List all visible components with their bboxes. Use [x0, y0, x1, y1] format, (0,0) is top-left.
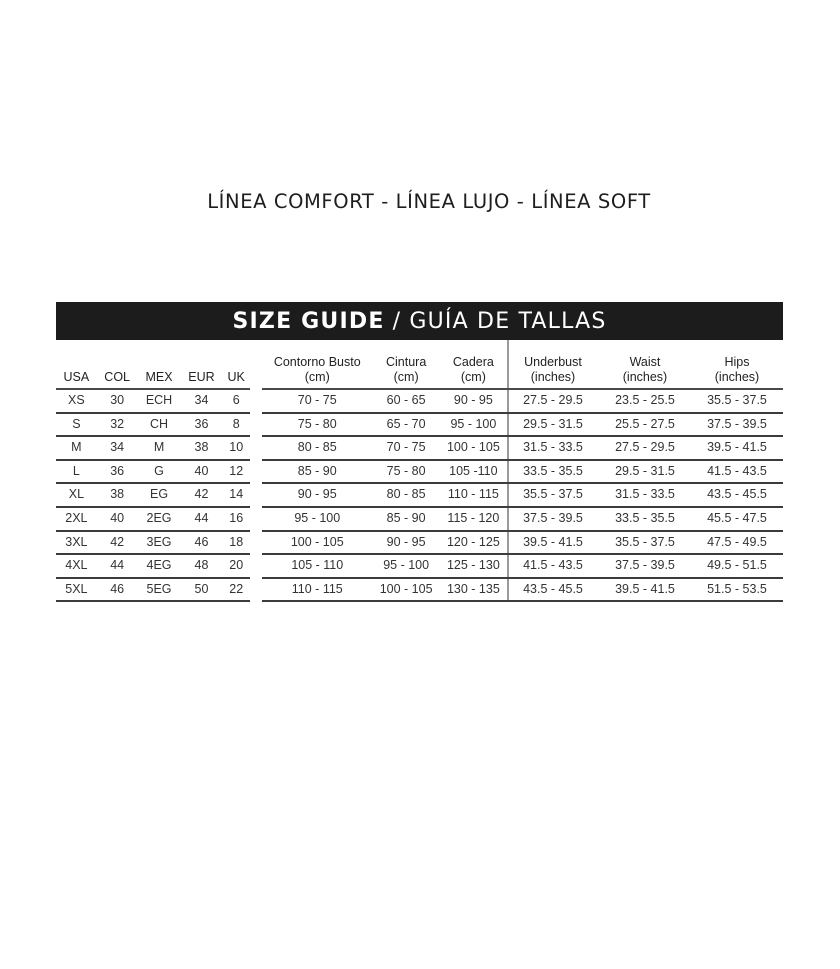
table-cell: 36 [194, 416, 209, 431]
table-cell: 43.5 - 45.5 [523, 581, 583, 596]
table-cell: 14 [229, 487, 244, 502]
table-cell: 2XL [65, 510, 88, 525]
table-cell: 29.5 - 31.5 [523, 416, 583, 431]
table-cell: 90 - 95 [297, 487, 337, 502]
table-cell: 6 [232, 393, 240, 407]
table-cell: 95 - 100 [383, 558, 430, 573]
table-cell: 100 - 105 [290, 534, 344, 549]
table-cell: G [154, 463, 164, 478]
product-lines-subtitle: LÍNEA COMFORT - LÍNEA LUJO - LÍNEA SOFT [207, 190, 651, 213]
table-cell: 125 - 130 [446, 558, 500, 573]
table-cell: 50 [194, 581, 209, 596]
col-header: USA [63, 370, 90, 384]
table-cell: 46 [110, 581, 125, 596]
table-cell: 4XL [65, 558, 88, 573]
table-cell: XL [68, 487, 85, 502]
size-guide-banner [56, 302, 783, 340]
table-cell: 90 - 95 [386, 534, 426, 549]
table-cell: 33.5 - 35.5 [523, 463, 583, 478]
table-cell: 25.5 - 27.5 [615, 416, 675, 431]
table-row [56, 578, 250, 602]
table-cell: 31.5 - 33.5 [615, 487, 675, 502]
table-cell: 70 - 75 [297, 393, 337, 407]
col-header: COL [104, 370, 130, 384]
col-header: MEX [145, 370, 173, 384]
table-cell: 100 - 105 [446, 440, 500, 455]
table-cell: 47.5 - 49.5 [707, 534, 767, 549]
table-row [507, 413, 783, 437]
table-cell: XS [68, 393, 85, 407]
col-header: UK [227, 370, 245, 384]
col-header: Hips (inches) [714, 355, 760, 384]
inch-measurements-table [507, 345, 783, 602]
table-cell: 31.5 - 33.5 [523, 440, 583, 455]
table-cell: 3EG [146, 534, 172, 549]
table-row [262, 389, 507, 413]
table-cell: EG [149, 487, 169, 502]
table-cell: 80 - 85 [386, 487, 426, 502]
table-cell: 38 [194, 440, 209, 455]
table-cell: 39.5 - 41.5 [523, 534, 583, 549]
table-cell: 60 - 65 [386, 393, 426, 407]
table-row [56, 389, 250, 413]
table-row [507, 389, 783, 413]
table-cell: ECH [145, 393, 173, 407]
table-row [56, 436, 250, 460]
table-row [507, 507, 783, 531]
table-cell: 49.5 - 51.5 [707, 558, 767, 573]
table-cell: 20 [229, 558, 244, 573]
table-cell: 8 [232, 416, 240, 431]
table-row [262, 554, 507, 578]
banner-title-bold: SIZE GUIDE [232, 308, 385, 334]
table-cell: 37.5 - 39.5 [523, 510, 583, 525]
table-cell: 23.5 - 25.5 [615, 393, 675, 407]
table-cell: 29.5 - 31.5 [615, 463, 675, 478]
inch-header-row [507, 345, 783, 389]
table-cell: L [72, 463, 80, 478]
table-cell: 38 [110, 487, 125, 502]
table-row [56, 460, 250, 484]
table-cell: CH [149, 416, 169, 431]
table-cell: 130 - 135 [446, 581, 500, 596]
table-cell: 12 [229, 463, 244, 478]
table-row [56, 507, 250, 531]
table-cell: 95 - 100 [294, 510, 341, 525]
table-cell: M [153, 440, 165, 455]
table-cell: 95 - 100 [450, 416, 497, 431]
table-cell: 75 - 80 [386, 463, 426, 478]
size-equivalence-table [56, 345, 250, 602]
table-cell: 44 [110, 558, 125, 573]
table-cell: 40 [194, 463, 209, 478]
table-cell: 30 [110, 393, 125, 407]
table-cell: 39.5 - 41.5 [615, 581, 675, 596]
table-cell: 36 [110, 463, 125, 478]
table-cell: 65 - 70 [386, 416, 426, 431]
table-cell: 42 [194, 487, 209, 502]
table-cell: 34 [194, 393, 209, 407]
table-cell: 2EG [146, 510, 172, 525]
table-cell: 105 -110 [449, 463, 498, 478]
table-cell: 10 [229, 440, 244, 455]
col-header: Cadera (cm) [452, 355, 494, 384]
table-cell: 3XL [65, 534, 88, 549]
table-cell: 18 [229, 534, 244, 549]
table-cell: 51.5 - 53.5 [707, 581, 767, 596]
table-cell: 33.5 - 35.5 [615, 510, 675, 525]
table-cell: 34 [110, 440, 125, 455]
col-header: Underbust (inches) [524, 355, 582, 384]
table-cell: 41.5 - 43.5 [523, 558, 583, 573]
col-header: Contorno Busto (cm) [273, 355, 361, 384]
table-row [262, 460, 507, 484]
table-cell: 110 - 115 [291, 581, 343, 596]
table-cell: 37.5 - 39.5 [707, 416, 767, 431]
table-row [507, 554, 783, 578]
size-header-row [56, 345, 250, 389]
col-header: Waist (inches) [622, 355, 668, 384]
table-cell: 5EG [146, 581, 172, 596]
table-row [262, 483, 507, 507]
table-cell: 4EG [146, 558, 172, 573]
table-row [262, 578, 507, 602]
table-cell: 70 - 75 [386, 440, 426, 455]
table-row [507, 483, 783, 507]
table-cell: 110 - 115 [447, 487, 499, 502]
table-row [262, 507, 507, 531]
table-cell: 37.5 - 39.5 [615, 558, 675, 573]
table-cell: 27.5 - 29.5 [523, 393, 583, 407]
table-row [56, 483, 250, 507]
col-header: Cintura (cm) [385, 355, 427, 384]
banner-title-regular: / GUÍA DE TALLAS [392, 308, 607, 334]
table-row [507, 578, 783, 602]
table-cell: 85 - 90 [386, 510, 426, 525]
table-cell: 100 - 105 [379, 581, 433, 596]
table-cell: 43.5 - 45.5 [707, 487, 767, 502]
table-row [56, 554, 250, 578]
table-row [56, 531, 250, 555]
table-cell: 120 - 125 [446, 534, 500, 549]
table-cell: 16 [229, 510, 244, 525]
table-cell: 80 - 85 [297, 440, 337, 455]
table-cell: 75 - 80 [297, 416, 337, 431]
table-row [507, 436, 783, 460]
table-cell: 41.5 - 43.5 [707, 463, 767, 478]
table-row [56, 413, 250, 437]
table-row [262, 436, 507, 460]
table-cell: 35.5 - 37.5 [615, 534, 675, 549]
table-cell: 40 [110, 510, 125, 525]
table-cell: 46 [194, 534, 209, 549]
table-row [507, 460, 783, 484]
table-cell: 35.5 - 37.5 [707, 393, 767, 407]
table-cell: 85 - 90 [297, 463, 337, 478]
table-cell: 35.5 - 37.5 [523, 487, 583, 502]
table-cell: S [72, 416, 81, 431]
table-cell: 115 - 120 [447, 510, 500, 525]
table-cell: 44 [194, 510, 209, 525]
table-cell: 5XL [65, 581, 88, 596]
table-cell: 22 [229, 581, 244, 596]
table-cell: 32 [110, 416, 125, 431]
table-cell: 45.5 - 47.5 [707, 510, 767, 525]
table-cell: 90 - 95 [453, 393, 493, 407]
table-row [262, 531, 507, 555]
table-cell: 27.5 - 29.5 [615, 440, 675, 455]
table-cell: 105 - 110 [291, 558, 344, 573]
col-header: EUR [188, 370, 215, 384]
table-row [262, 413, 507, 437]
table-cell: 48 [194, 558, 209, 573]
table-row [507, 531, 783, 555]
centimeter-measurements-table [262, 345, 507, 602]
table-cell: 39.5 - 41.5 [707, 440, 767, 455]
cm-header-row [262, 345, 507, 389]
table-cell: M [71, 440, 82, 455]
table-cell: 42 [110, 534, 125, 549]
